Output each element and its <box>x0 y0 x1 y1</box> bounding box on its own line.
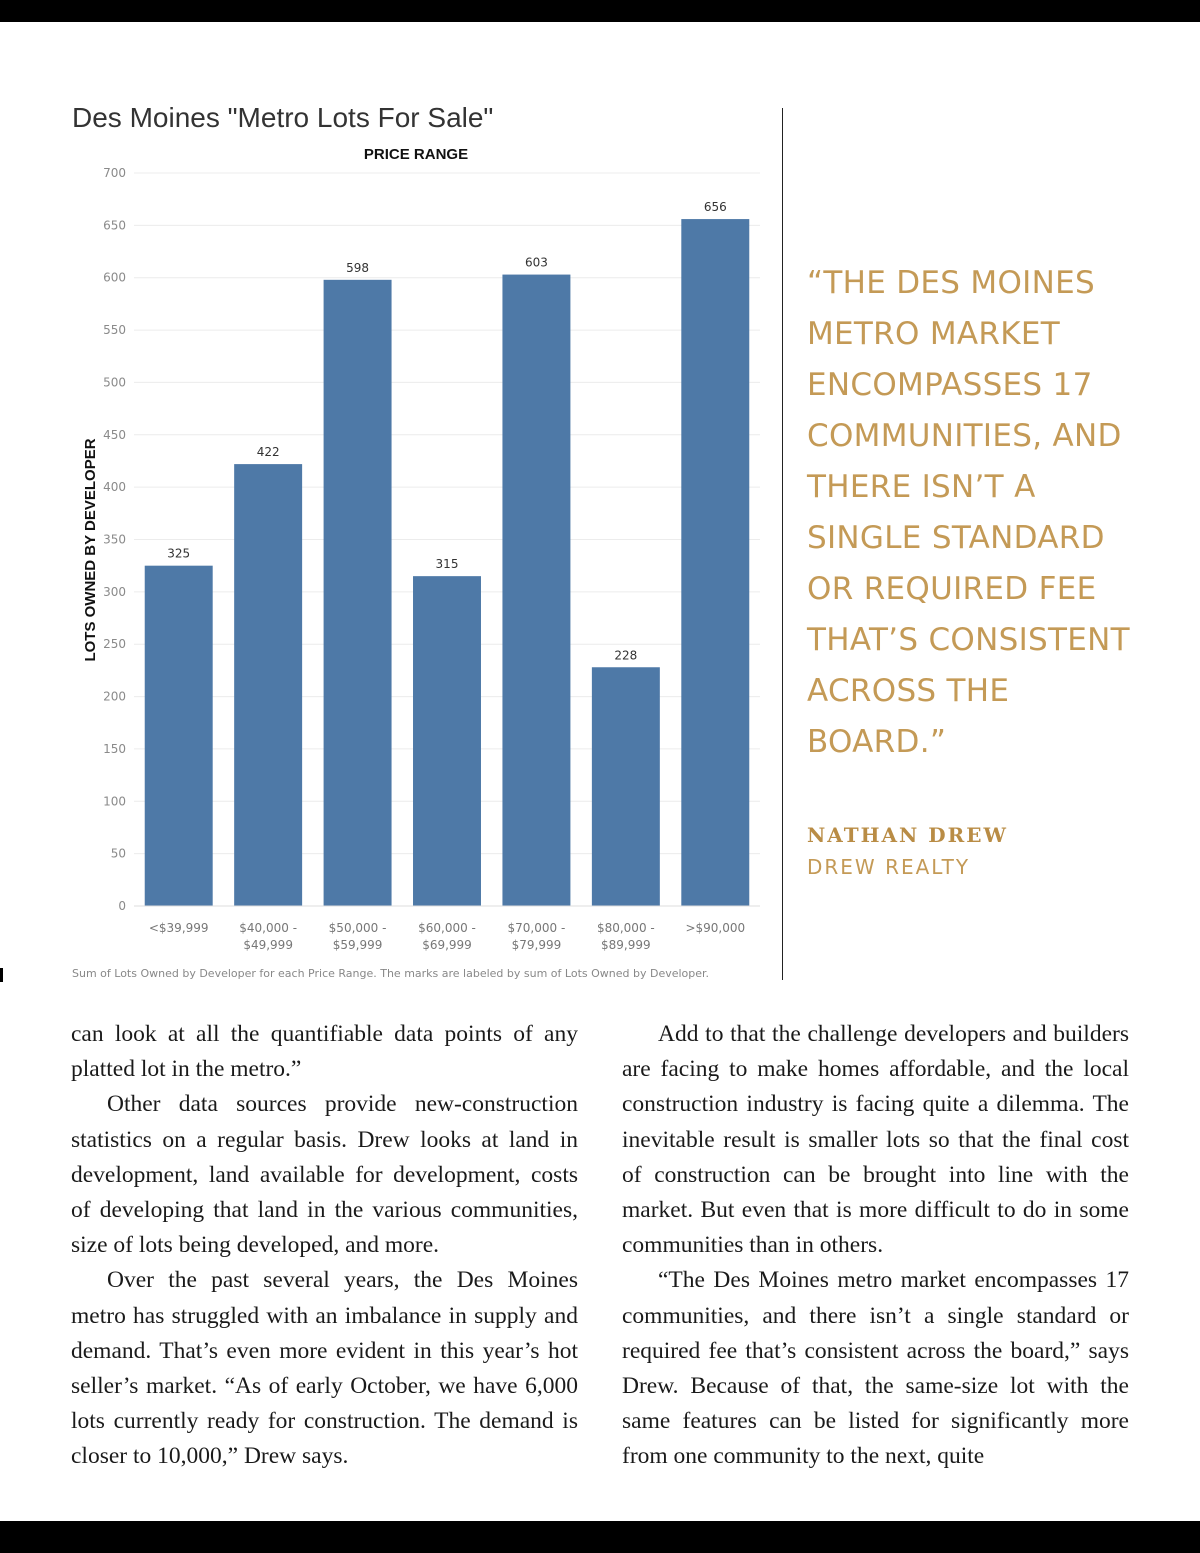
y-tick-label: 500 <box>103 375 126 390</box>
y-tick-label: 100 <box>103 794 126 809</box>
paragraph: “The Des Moines metro market encompasses 17 communities, and there isn’t a single standard or required fee that’s consistent across the board,” says Drew. Because of that, the same-size lot with the same features can be listed for significantly more from one community to the next, quite <box>622 1267 1129 1470</box>
y-tick-label: 550 <box>103 323 126 338</box>
x-category-label: $50,000 - <box>328 921 387 935</box>
x-category-label: $60,000 - <box>418 921 476 935</box>
x-category-label: $59,999 <box>332 938 383 952</box>
x-category-label: >$90,000 <box>685 921 746 935</box>
x-category-label: $69,999 <box>422 938 472 952</box>
paragraph: can look at all the quantifiable data points of any platted lot in the metro.” <box>71 1021 578 1083</box>
y-tick-label: 700 <box>103 166 126 180</box>
bar-chart <box>70 140 770 990</box>
article-column-right <box>622 1017 1129 1475</box>
bar <box>145 566 213 906</box>
y-tick-label: 650 <box>103 218 126 233</box>
bar <box>413 576 481 906</box>
y-tick-label: 600 <box>103 270 126 285</box>
x-category-label: $80,000 - <box>596 921 655 935</box>
bar-data-label: 656 <box>703 200 727 215</box>
y-tick-label: 200 <box>103 689 126 704</box>
y-tick-label: 150 <box>103 741 126 756</box>
bar-data-label: 598 <box>346 260 370 275</box>
paragraph: Over the past several years, the Des Moines metro has struggled with an imbalance in supply and demand. That’s even more evident in this year’s hot seller’s market. “As of early October, we have 6,000 lots currently ready for construction. The demand is closer to 10,000,” Drew says. <box>71 1267 578 1470</box>
page-edge-mark <box>0 968 3 982</box>
paragraph: Other data sources provide new-construction statistics on a regular basis. Drew looks at land in development, land available for development, costs of developing that land in the various communities, size of lots being developed, and more. <box>71 1091 578 1259</box>
bar-data-label: 325 <box>167 546 191 561</box>
paragraph: Add to that the challenge developers and builders are facing to make homes affordable, and the local construction industry is facing quite a dilemma. The inevitable result is smaller lots so that the final cost of construction can be brought into line with the market. But even that is more difficult to do in some communities than in others. <box>622 1021 1129 1259</box>
chart-top-label: PRICE RANGE <box>363 146 469 163</box>
column-divider <box>782 108 783 980</box>
x-category-label: $89,999 <box>601 938 651 952</box>
x-category-label: $70,000 - <box>507 921 566 935</box>
quote-attribution-org: DREW REALTY <box>807 855 971 879</box>
y-tick-label: 350 <box>103 532 126 547</box>
bar-data-label: 422 <box>256 445 280 460</box>
bar <box>234 464 302 906</box>
pull-quote: “THE DES MOINES METRO MARKET ENCOMPASSES 17 COMMUNITIES, AND THERE ISN’T A SINGLE STANDARD OR REQUIRED FEE THAT’S CONSISTENT ACROSS THE BOARD.” <box>807 265 1130 760</box>
top-black-band <box>0 0 1200 22</box>
y-tick-label: 250 <box>103 637 126 652</box>
y-axis-title: LOTS OWNED BY DEVELOPER <box>82 438 99 662</box>
article-column-left <box>71 1017 578 1475</box>
bar <box>502 275 570 906</box>
y-tick-label: 400 <box>103 480 126 495</box>
y-tick-label: 50 <box>110 846 126 861</box>
bar <box>324 280 392 906</box>
bar-data-label: 228 <box>614 648 638 663</box>
bar-data-label: 315 <box>435 557 459 572</box>
chart-title: Des Moines "Metro Lots For Sale" <box>72 102 494 133</box>
x-category-label: $79,999 <box>511 938 562 952</box>
x-category-label: $49,999 <box>243 938 293 952</box>
y-tick-label: 0 <box>118 899 126 913</box>
quote-attribution-name: NATHAN DREW <box>807 823 1008 847</box>
y-tick-label: 300 <box>103 584 126 599</box>
x-category-label: <$39,999 <box>148 921 209 935</box>
bar <box>592 667 660 906</box>
bar-data-label: 603 <box>524 255 548 270</box>
y-tick-label: 450 <box>103 427 126 442</box>
bar <box>681 219 749 906</box>
chart-caption: Sum of Lots Owned by Developer for each Price Range. The marks are labeled by sum of Lots Owned by Developer. <box>72 967 710 980</box>
x-category-label: $40,000 - <box>239 921 298 935</box>
bottom-black-band <box>0 1521 1200 1553</box>
